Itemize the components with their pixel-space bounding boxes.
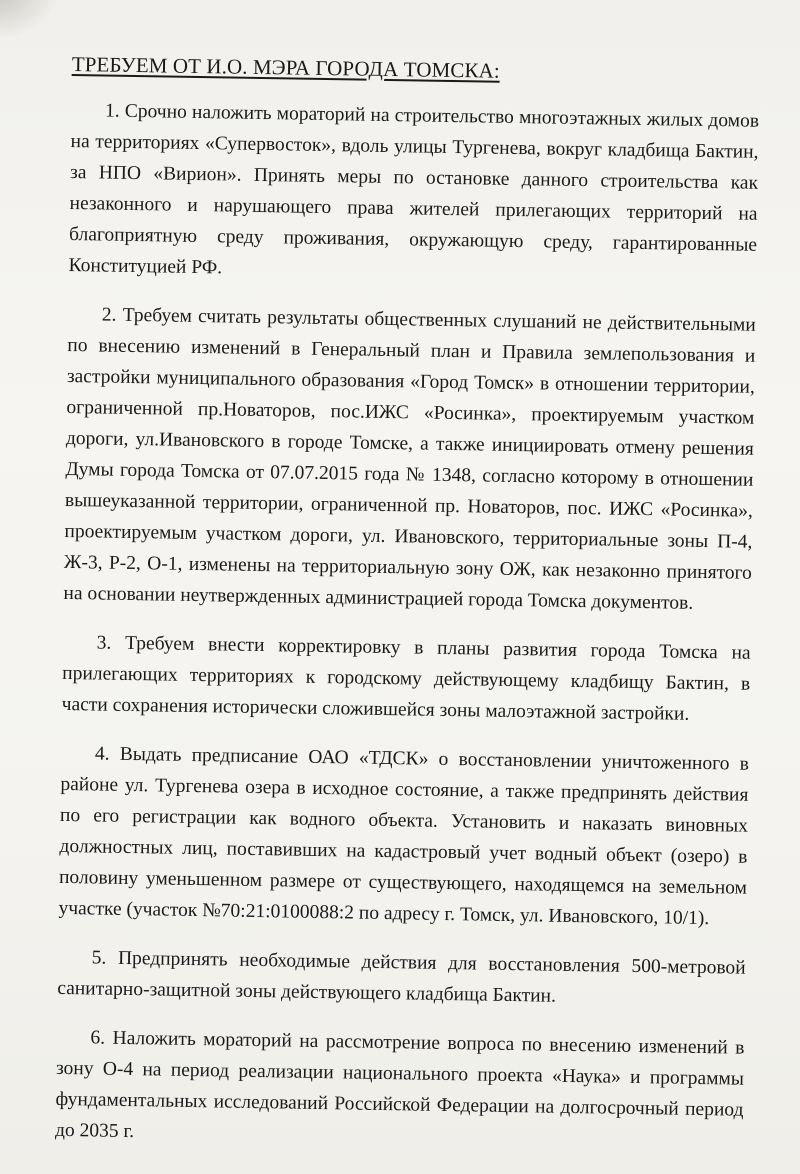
paper-corner-shadow [0,0,60,40]
demand-item-3: 3. Требуем внести корректировку в планы развития города Томска на прилегающих территориях к городскому действующему кладбищу Бактин, в части сохранения исторически сложившейся зоны малоэтажной застройки. [61,632,751,725]
document-content [55,52,760,1174]
demand-item-2: 2. Требуем считать результаты общественных слушаний не действительными по внесению изменений в Генеральный план и Правила землепользования и застройки муниципального образования «Город Томск» в отношении территории, ограниченной пр.Новаторов, пос.ИЖС «Росинка», проектируемым участком дороги, ул.Ивановского в городе Томске, а также инициировать отмену решения Думы города Томска от 07.07.2015 года № 1348, согласно которому в отношении вышеуказанной территории, ограниченной пр. Новаторов, пос. ИЖС «Росинка», проектируемым участком дороги, ул. Ивановского, территориальные зоны П-4, Ж-3, Р-2, О-1, изменены на территориальную зону ОЖ, как незаконно принятого на основании неутвержденных администрацией города Томска документов. [63,304,756,614]
demand-item-4: 4. Выдать предписание ОАО «ТДСК» о восстановлении уничтоженного в районе ул. Тургенева озера в исходное состояние, а также предпринять действия по его регистрации как водного объекта. Установить и наказать виновных должностных лиц, поставивших на кадастровый учет водный объект (озеро) в половину уменьшенном размере от существующего, находящемся на земельном участке (участок №70:21:0100088:2 по адресу г. Томск, ул. Ивановского, 10/1). [58,743,750,930]
demand-item-1: 1. Срочно наложить мораторий на строительство многоэтажных жилых домов на территориях «Супервосток», вдоль улицы Тургенева, вокруг кладбища Бактин, за НПО «Вирион». Принять меры по остановке данного строительства как незаконного и нарушающего права жителей прилегающих территорий на благоприятную среду проживания, окружающую среду, гарантированные Конституцией РФ. [68,100,760,279]
document-heading: ТРЕБУЕМ ОТ И.О. МЭРА ГОРОДА ТОМСКА: [71,52,500,83]
demand-item-5: 5. Предпринять необходимые действия для восстановления 500-метровой санитарно-защитной зоны действующего кладбища Бактин. [57,947,746,1007]
demand-item-6: 6. Наложить мораторий на рассмотрение вопроса по внесению изменений в зону О-4 на период реализации национального проекта «Наука» и программы фундаментальных исследований Российской Федерации на долгосрочный период до 2035 г. [54,1027,745,1143]
